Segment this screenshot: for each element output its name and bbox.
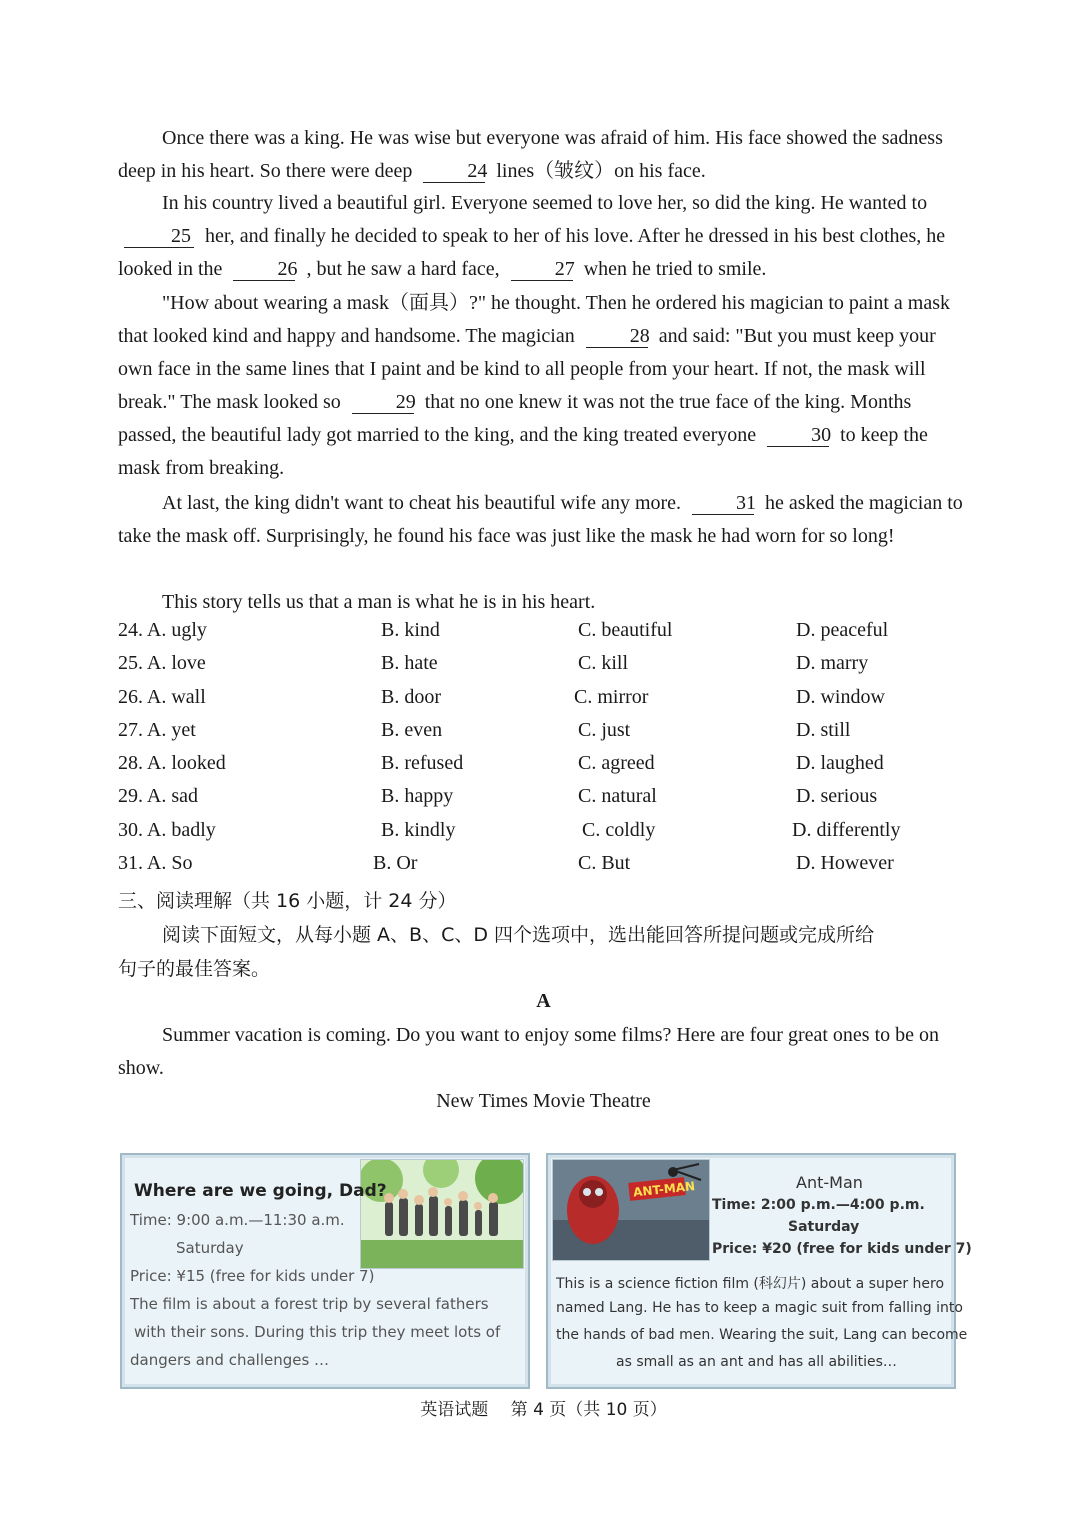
movie-title: Ant-Man — [796, 1173, 863, 1192]
passage-paragraph-4 — [118, 487, 970, 553]
passage-paragraph-2 — [118, 187, 970, 286]
option-row-27 — [118, 719, 918, 752]
movie-description-line: This is a science fiction film (科幻片) about a super hero — [556, 1276, 945, 1292]
passage-paragraph-5: This story tells us that a man is what he is in his heart. — [162, 591, 596, 613]
option-row-25 — [118, 652, 918, 685]
option-26-b[interactable]: B. door — [381, 685, 441, 708]
passage-text: In his country lived a beautiful girl. Everyone seemed to love her, so did the king. He wanted to — [162, 192, 928, 214]
option-row-24 — [118, 619, 918, 652]
option-row-26 — [118, 686, 918, 719]
option-31-b[interactable]: B. Or — [373, 852, 418, 875]
passage-text: At last, the king didn't want to cheat his beautiful wife any more. — [162, 492, 682, 514]
option-27-c[interactable]: C. just — [578, 718, 631, 741]
movie-price: Price: ¥20 (free for kids under 7) — [712, 1241, 972, 1257]
passage-text: her, and finally he decided to speak to her of his love. After he dressed in his best clothes, he looked in the — [118, 225, 946, 280]
passage-text: he asked the magician to take the mask off. Surprisingly, he found his face was just like the mask he had worn for so long! — [118, 492, 963, 547]
movie-description-line: dangers and challenges … — [130, 1351, 330, 1369]
passage-text: when he tried to smile. — [583, 258, 767, 280]
passage-text: lines（皱纹）on his face. — [496, 160, 706, 182]
option-row-28 — [118, 752, 918, 785]
blank-27: 27 — [511, 258, 573, 281]
option-30-d[interactable]: D. differently — [792, 818, 901, 841]
option-29-a[interactable]: 29. A. sad — [118, 785, 198, 808]
option-24-c[interactable]: C. beautiful — [578, 619, 673, 641]
option-31-c[interactable]: C. But — [578, 852, 631, 875]
passage-text: Once there was a king. He was wise but everyone was afraid of him. His face showed the sadness deep in his heart. So there were deep — [118, 127, 943, 182]
option-30-c[interactable]: C. coldly — [582, 818, 656, 841]
movie-description-line: the hands of bad men. Wearing the suit, Lang can become — [556, 1327, 968, 1343]
options-list — [118, 619, 918, 885]
option-25-b[interactable]: B. hate — [381, 652, 438, 675]
theatre-title: New Times Movie Theatre — [436, 1090, 651, 1112]
blank-29: 29 — [352, 391, 414, 414]
movie-description-line: The film is about a forest trip by several fathers — [130, 1295, 489, 1313]
option-26-c[interactable]: C. mirror — [574, 685, 649, 708]
option-29-b[interactable]: B. happy — [381, 785, 454, 808]
option-28-c[interactable]: C. agreed — [578, 752, 655, 775]
option-27-b[interactable]: B. even — [381, 718, 443, 741]
option-25-a[interactable]: 25. A. love — [118, 652, 206, 675]
option-26-a[interactable]: 26. A. wall — [118, 685, 206, 708]
movie-card-ant-man — [546, 1153, 972, 1389]
option-24-a[interactable]: 24. A. ugly — [118, 619, 207, 641]
option-30-b[interactable]: B. kindly — [381, 818, 456, 841]
page-footer: 英语试题 第 4 页（共 10 页） — [420, 1400, 667, 1420]
passage-paragraph-3 — [118, 287, 970, 485]
blank-28: 28 — [586, 325, 648, 348]
reading-intro: Summer vacation is coming. Do you want to enjoy some films? Here are four great ones to be on show. — [118, 1024, 940, 1079]
movie-description-line: named Lang. He has to keep a magic suit from falling into — [556, 1300, 963, 1316]
option-31-d[interactable]: D. However — [796, 852, 894, 875]
option-27-a[interactable]: 27. A. yet — [118, 718, 196, 741]
option-29-c[interactable]: C. natural — [578, 785, 657, 808]
blank-25: 25 — [124, 225, 194, 248]
movie-day: Saturday — [176, 1239, 244, 1257]
movie-time: Time: 9:00 a.m.—11:30 a.m. — [130, 1211, 345, 1229]
option-row-31 — [118, 852, 918, 885]
passage-text: that no one knew it was not the true face of the king. Months passed, the beautiful lady got married to the king, and the king treated everyone — [118, 391, 912, 446]
movie-card-where-are-we-going-dad — [120, 1153, 530, 1389]
passage-paragraph-1 — [118, 122, 970, 188]
option-27-d[interactable]: D. still — [796, 718, 851, 741]
section-instruction: 阅读下面短文，从每小题 A、B、C、D 四个选项中，选出能回答所提问题或完成所给句子的最佳答案。 — [118, 924, 875, 980]
passage-label: A — [536, 990, 551, 1012]
option-29-d[interactable]: D. serious — [796, 785, 878, 808]
option-26-d[interactable]: D. window — [796, 685, 885, 708]
option-row-29 — [118, 785, 918, 818]
movie-price: Price: ¥15 (free for kids under 7) — [130, 1267, 375, 1285]
option-28-d[interactable]: D. laughed — [796, 752, 884, 775]
ant-man-poster-image — [552, 1159, 710, 1261]
option-31-a[interactable]: 31. A. So — [118, 852, 193, 875]
movie-description-line: as small as an ant and has all abilities… — [616, 1354, 897, 1370]
option-30-a[interactable]: 30. A. badly — [118, 818, 216, 841]
passage-text: to keep the mask from breaking. — [118, 424, 928, 479]
option-row-30 — [118, 819, 918, 852]
passage-text: "How about wearing a mask（面具）?" he thought. Then he ordered his magician to paint a mask that looked kind and happy and handsome. The magician — [118, 292, 950, 347]
section-heading: 三、阅读理解（共 16 小题，计 24 分） — [118, 890, 457, 912]
option-24-b[interactable]: B. kind — [381, 619, 440, 641]
option-28-a[interactable]: 28. A. looked — [118, 752, 226, 775]
passage-text: and said: "But you must keep your own face in the same lines that I paint and be kind to all people from your heart. If not, the mask will break." The mask looked so — [118, 325, 936, 413]
movie-day: Saturday — [788, 1219, 860, 1235]
movie-description-line: with their sons. During this trip they meet lots of — [134, 1323, 501, 1341]
blank-24: 24 — [423, 160, 485, 183]
blank-30: 30 — [767, 424, 829, 447]
blank-26: 26 — [233, 258, 295, 281]
movie-time: Time: 2:00 p.m.—4:00 p.m. — [712, 1197, 925, 1213]
option-25-d[interactable]: D. marry — [796, 652, 869, 675]
option-24-d[interactable]: D. peaceful — [796, 619, 889, 641]
family-poster-image — [360, 1159, 524, 1269]
movie-title: Where are we going, Dad? — [134, 1181, 387, 1201]
option-25-c[interactable]: C. kill — [578, 652, 629, 675]
blank-31: 31 — [692, 492, 754, 515]
option-28-b[interactable]: B. refused — [381, 752, 464, 775]
passage-text: , but he saw a hard face, — [306, 258, 500, 280]
poster-text: ANT-MAN — [632, 1179, 696, 1200]
